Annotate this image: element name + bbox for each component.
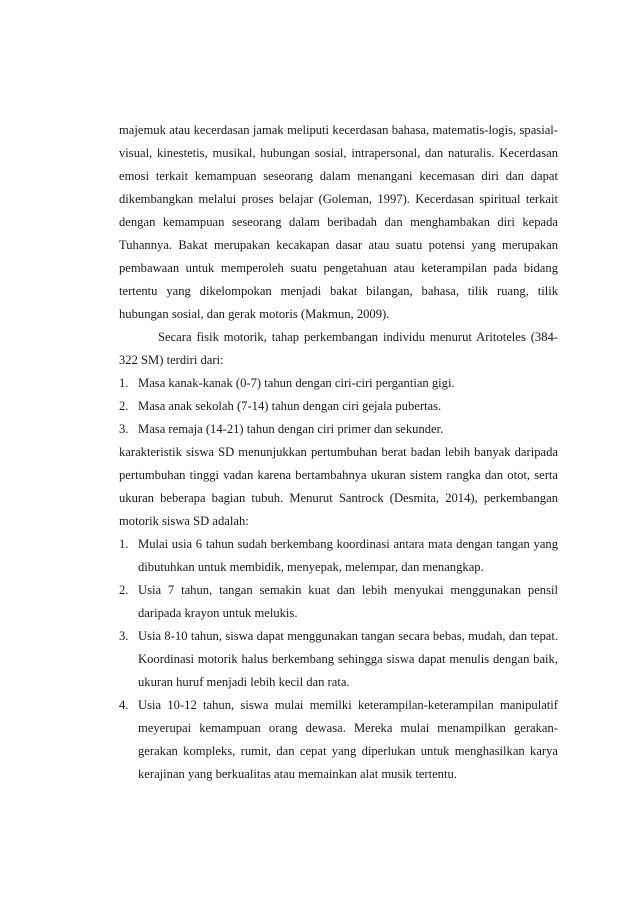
list-item-text: Mulai usia 6 tahun sudah berkembang koordinasi antara mata dengan tangan yang dibutuhkan untuk membidik, menyepak, melempar, dan menangkap. bbox=[138, 537, 558, 574]
list-item-number: 3. bbox=[119, 629, 129, 643]
list-item-text: Usia 8-10 tahun, siswa dapat menggunakan tangan secara bebas, mudah, dan tepat. Koordinasi motorik halus berkembang sehingga siswa dapat menulis dengan baik, ukuran huruf menjadi lebih kecil dan rata. bbox=[138, 629, 558, 689]
list-item-number: 2. bbox=[119, 583, 129, 597]
aristotle-stage-list bbox=[119, 372, 558, 441]
list-item-number: 1. bbox=[119, 376, 129, 390]
list-item-number: 4. bbox=[119, 698, 129, 712]
list-item-text: Usia 7 tahun, tangan semakin kuat dan lebih menyukai menggunakan pensil daripada krayon untuk melukis. bbox=[138, 583, 558, 620]
list-item-number: 1. bbox=[119, 537, 129, 551]
list-item bbox=[119, 625, 558, 694]
list-item bbox=[119, 694, 558, 786]
page-body bbox=[119, 119, 558, 786]
motor-development-list bbox=[119, 533, 558, 786]
paragraph-sd-characteristics: karakteristik siswa SD menunjukkan pertumbuhan berat badan lebih banyak daripada pertumbuhan tinggi vadan karena bertambahnya ukuran sistem rangka dan otot, serta ukuran beberapa bagian tubuh. Menurut Santrock (Desmita, 2014), perkembangan motorik siswa SD adalah: bbox=[119, 445, 558, 528]
paragraph-aristotle-stages: Secara fisik motorik, tahap perkembangan individu menurut Aritoteles (384-322 SM) terdiri dari: bbox=[119, 330, 558, 367]
list-item-text: Masa remaja (14-21) tahun dengan ciri primer dan sekunder. bbox=[138, 422, 444, 436]
list-item bbox=[119, 395, 558, 418]
list-item bbox=[119, 579, 558, 625]
paragraph-intelligence-talent: majemuk atau kecerdasan jamak meliputi kecerdasan bahasa, matematis-logis, spasial-visual, kinestetis, musikal, hubungan sosial, intrapersonal, dan naturalis. Kecerdasan emosi terkait kemampuan seseorang dalam menangani kecemasan diri dan dapat dikembangkan melalui proses belajar (Goleman, 1997). Kecerdasan spiritual terkait dengan kemampuan seseorang dalam beribadah dan menghambakan diri kepada Tuhannya. Bakat merupakan kecakapan dasar atau suatu potensi yang merupakan pembawaan untuk memperoleh suatu pengetahuan atau keterampilan pada bidang tertentu yang dikelompokan menjadi bakat bilangan, bahasa, tilik ruang, tilik hubungan sosial, dan gerak motoris (Makmun, 2009). bbox=[119, 123, 558, 321]
list-item-text: Masa anak sekolah (7-14) tahun dengan ciri gejala pubertas. bbox=[138, 399, 442, 413]
list-item-number: 2. bbox=[119, 399, 129, 413]
list-item bbox=[119, 418, 558, 441]
list-item bbox=[119, 533, 558, 579]
list-item-number: 3. bbox=[119, 422, 129, 436]
list-item-text: Usia 10-12 tahun, siswa mulai memilki keterampilan-keterampilan manipulatif meyerupai kemampuan orang dewasa. Mereka mulai menampilkan gerakan-gerakan kompleks, rumit, dan cepat yang diperlukan untuk menghasilkan karya kerajinan yang berkualitas atau memainkan alat musik tertentu. bbox=[138, 698, 558, 781]
list-item bbox=[119, 372, 558, 395]
list-item-text: Masa kanak-kanak (0-7) tahun dengan ciri-ciri pergantian gigi. bbox=[138, 376, 455, 390]
